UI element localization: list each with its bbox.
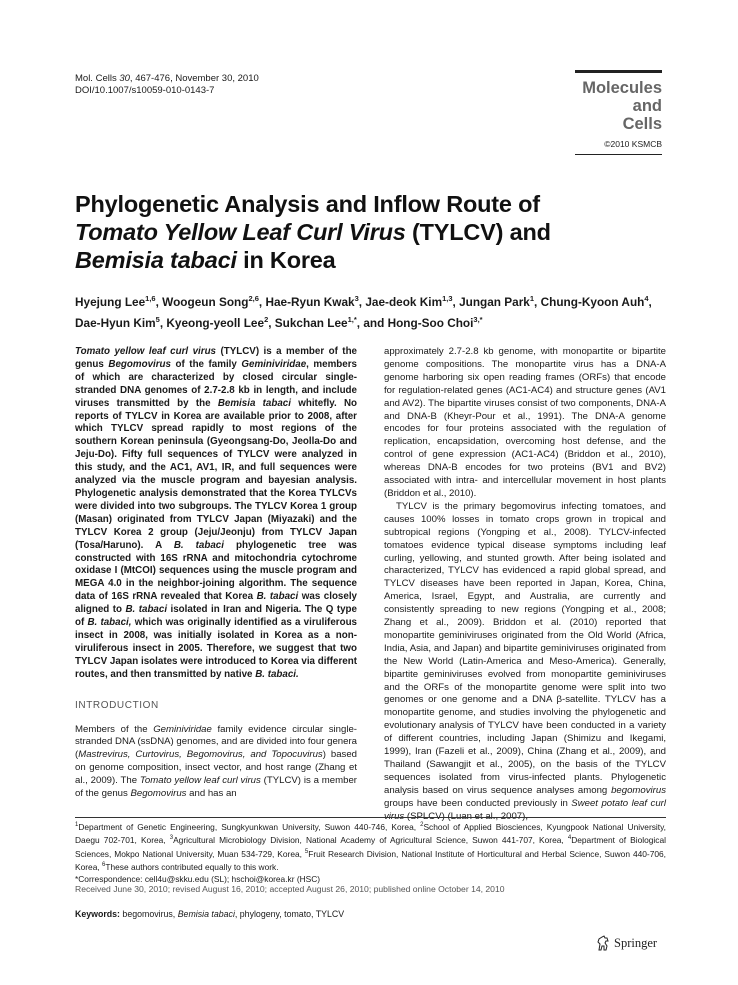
publisher-logo xyxy=(596,935,657,951)
doi: DOI/10.1007/s10059-010-0143-7 xyxy=(75,85,215,96)
citation xyxy=(75,73,259,97)
text-run: These authors contributed equally to this work. xyxy=(105,861,279,872)
text-run: groups have been conducted previously in xyxy=(384,797,572,809)
affiliations xyxy=(75,820,666,885)
text-run: B. tabaci xyxy=(125,604,168,616)
author-name: Jungan Park$^1$ xyxy=(459,294,535,309)
keywords xyxy=(75,909,666,919)
text-run: 5 xyxy=(304,848,309,855)
section-heading-introduction: INTRODUCTION xyxy=(75,699,159,711)
text-run: 6 xyxy=(102,862,106,869)
text-run: , members of which are characterized by closed circular single-stranded DNA genomes of 2.7-2.8 kb in length, and include viruses transmitted by the xyxy=(75,358,357,409)
text-run: approximately 2.7-2.8 kb genome, with monopartite or bipartite genome compositions. The monopartite virus has a DNA-A genome harboring six open reading frames (ORFs) that encode for regulation-related genes (AC1-AC4) and structure genes (AV1 and AV2). The bipartite viruses consist of two components, DNA-A and DNA-B (Kheyr-Pour et al., 1991). The DNA-A genome encodes for four proteins associated with the regulation of replication, encapsidation, overcoming host defense, and the control of gene expression (AC1-AC4) (Briddon et al., 2010), whereas DNA-B encodes for two proteins (BV1 and BV2) associated with intra- and intercellular movement in host plants (Briddon et al., 2010). xyxy=(384,346,666,499)
affiliation-text xyxy=(75,820,666,874)
text-run: TYLCV is the primary begomovirus infecting tomatoes, and causes 100% losses in tomato crops grown in tropical and subtropical regions (Yongping et al., 2008). TYLCV-infected tomatoes evidence typical disease symptoms including leaf curling, yellowing, and stunted growth. After being isolated and characterized, TYLCV has evidenced a rapid global spread, and TYLCV diseases have been reported in Japan, Korea, China, America, Israel, Egypt, and Australia, are currently and consistently spreading to new regions (Yongping et al., 2008; Zhang et al., 2009). Briddon et al. (2010) reported that monopartite geminiviruses originated from the Old World (Africa, India, Asia, and Japan) and bipartite geminiviruses originated from the New World (Latin-America and Meso-America). Generally, bipartite geminiviruses evolved from monopartite geminiviruses and the ORFs of the monopartite genome were split into two genomes or one genome and a DNA β-satellite. TYLCV has a monopartite genome, and studies involving the phylogenetic and evolutionary analysis of TYLCV have been conducted in a variety of different countries, including Japan (Shimizu and Ikegami, 1999), Iran (Fazeli et al., 2009), China (Zhang et al., 2009), and Thailand (Sawangjit et al., 2005), on the basis of the TYLCV sequences isolated from virus-infected plants. Phylogenetic analysis based on virus sequence analyses among xyxy=(384,500,666,796)
author-name: Sukchan Lee$^{1,*}$ xyxy=(274,314,357,330)
text-run: and has an xyxy=(186,788,237,800)
text-run: of the family xyxy=(171,358,242,370)
text-run: B. tabaci, xyxy=(87,617,132,629)
text-run: 4 xyxy=(567,835,572,842)
author-name: Hyejung Lee$^{1,6}$ xyxy=(75,294,156,309)
text-run: Bemisia tabaci xyxy=(177,909,235,919)
text-run: Sweet potato leaf curl virus xyxy=(384,797,666,822)
publisher-name: Springer xyxy=(614,935,658,950)
introduction-paragraph xyxy=(75,724,357,801)
text-run: Begomovirus xyxy=(130,788,187,800)
left-column xyxy=(75,346,357,801)
text-run: Tomato yellow leaf curl virus xyxy=(139,775,261,787)
text-run: ) based on genome composition, insect vector, and host range (Zhang et al., 2009). The xyxy=(75,749,357,787)
text-run: Geminiviridae xyxy=(241,358,307,370)
text-run: which was originally identified as a viruliferous insect in 2008, was initially isolated in Korea as a non-viruliferous insect in 2005. Therefore, we suggest that two TYLCV Japan isolates were introduced to Korea via different routes, and then transmitted by native xyxy=(75,617,357,680)
text-run: Begomovirus xyxy=(108,358,171,370)
author-name: Kyeong-yeoll Lee$^2$ xyxy=(166,314,269,330)
text-run: was closely aligned to xyxy=(75,591,358,616)
text-run: begomovirus xyxy=(611,784,666,796)
journal-logo xyxy=(575,70,662,155)
text-run: School of Applied Biosciences, Kyungpook National University, Daegu 702-701, Korea, xyxy=(75,821,667,846)
text-run: phylogenetic tree was constructed with 16S rRNA and mitochondria cytochrome oxidase I (MtCOI) sequences using the muscle program and MEGA 4.0 in the neighbor-joining algorithm. The sequence data of 16S rRNA revealed that Korea xyxy=(75,539,357,603)
text-run: (TYLCV) is a member of the genus xyxy=(75,346,358,370)
journal-name: Molecules and Cells xyxy=(582,79,662,133)
text-run: isolated in Iran and Nigeria. The Q type of xyxy=(75,604,357,629)
body-paragraph xyxy=(384,346,666,501)
footnote-divider xyxy=(75,817,666,818)
text-run: Department of Genetic Engineering, Sungkyunkwan University, Suwon 440-746, Korea, xyxy=(78,821,421,832)
author-name: Hong-Soo Choi$^{3,*}$ xyxy=(387,314,483,330)
text-run: (TYLCV) is a member of the genus xyxy=(75,775,357,800)
text-run: whitefly. No reports of TYLCV in Korea are available prior to 2008, after which TYLCV spread rapidly to most regions of the southern Korean peninsula (Gyeongsang-Do, Jeolla-Do and Jeju-Do). Fifty full sequences of TYLCV were analyzed in this study, and the AC1, AV1, IR, and full sequences were analyzed via the muscle program and bayesian analysis. Phylogenetic analysis demonstrated that the Korea TYLCVs were divided into two subgroups. The TYLCV Korea 1 group (Masan) originated from TYLCV Japan (Miyazaki) and the TYLCV Korea 2 group (Jeju/Jeonju) from TYLCV Japan (Tosa/Haruno). A xyxy=(75,397,357,551)
text-run: Department of Biological Sciences, Mokpo National University, Muan 534-729, Korea, xyxy=(75,835,666,859)
journal-copyright: ©2010 KSMCB xyxy=(604,139,662,149)
text-run: B. tabaci xyxy=(173,539,224,551)
text-run: B. tabaci. xyxy=(255,668,299,680)
text-run: Geminiviridae xyxy=(153,723,212,735)
text-run: Keywords: xyxy=(75,909,120,919)
author-name: Dae-Hyun Kim$^5$ xyxy=(75,314,160,330)
text-run: 1 xyxy=(75,822,79,828)
text-run: begomovirus, xyxy=(119,909,178,919)
author-name: Woogeun Song$^{2,6}$ xyxy=(162,294,259,309)
text-run: Tomato yellow leaf curl virus xyxy=(75,346,217,357)
author-name: Chung-Kyoon Auh$^4$ xyxy=(540,294,649,309)
text-run: Bemisia tabaci xyxy=(217,397,291,409)
text-run: B. tabaci xyxy=(256,591,299,603)
springer-horse-icon xyxy=(596,935,610,951)
citation-line: Mol. Cells 30, 467-476, November 30, 2010 xyxy=(75,73,259,84)
text-run: 2 xyxy=(420,822,424,828)
author-list: Hyejung Lee$^{1,6}$, Woogeun Song$^{2,6}$, Hae-Ryun Kwak$^3$, Jae-deok Kim$^{1,3}$, Jungan Park$^1$, Chung-Kyoon Auh$^4$, Dae-Hyun Kim$^5$, Kyeong-yeoll Lee$^2$, Sukchan Lee$^{1,*}$, and Hong-Soo Choi$^{3,*}$ xyxy=(75,294,652,330)
text-run: , phylogeny, tomato, TYLCV xyxy=(234,909,345,919)
author-name: Jae-deok Kim$^{1,3}$ xyxy=(365,294,453,309)
abstract xyxy=(75,346,357,682)
text-run: Agricultural Microbiology Division, National Academy of Agricultural Science, Suwon 441-707, Korea, xyxy=(173,835,568,846)
text-run: Members of the xyxy=(75,723,154,735)
text-run: (SPLCV) (Luan et al., 2007), xyxy=(404,810,528,822)
author-name: Hae-Ryun Kwak$^3$ xyxy=(265,294,359,309)
right-column xyxy=(384,346,666,824)
paper-title: Phylogenetic Analysis and Inflow Route of Tomato Yellow Leaf Curl Virus (TYLCV) and Bemisia tabaci in Korea xyxy=(75,191,551,273)
text-run: Mastrevirus, Curtovirus, Begomovirus, and Topocuvirus xyxy=(78,749,323,761)
correspondence: *Correspondence: cell4u@skku.edu (SL); hschoi@korea.kr (HSC) xyxy=(75,873,321,884)
text-run: Fruit Research Division, National Institute of Horticultural and Herbal Science, Suwon 440-706, Korea, xyxy=(75,848,667,872)
body-paragraph xyxy=(384,501,666,824)
text-run: family evidence circular single-stranded DNA (ssDNA) genomes, and are divided into four genera ( xyxy=(75,723,357,761)
received-dates: Received June 30, 2010; revised August 16, 2010; accepted August 26, 2010; published online October 14, 2010 xyxy=(75,884,505,894)
text-run: 3 xyxy=(169,835,174,842)
